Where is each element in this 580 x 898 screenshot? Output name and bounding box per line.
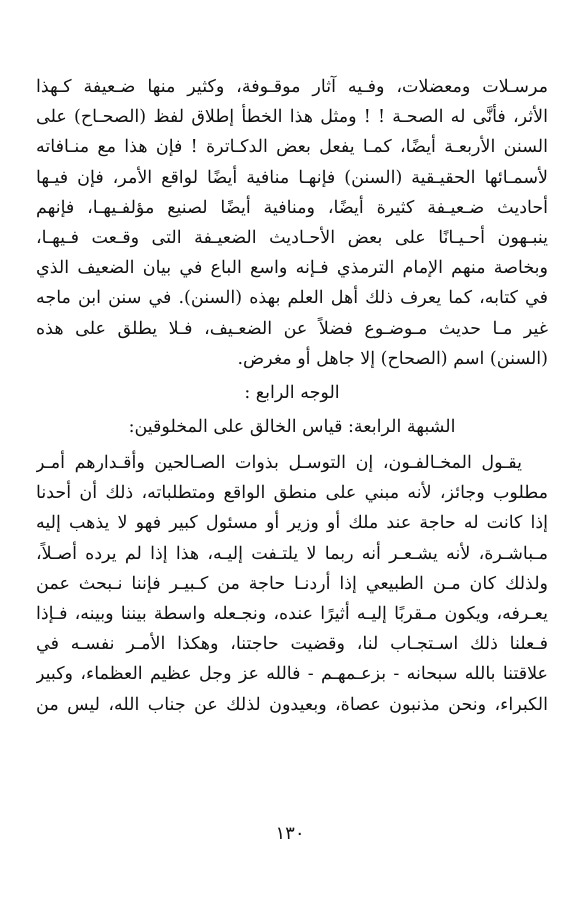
text-line: الأثر، فأنَّى له الصحـة ! ! ومثل هذا الخطأ إطلاق لفظ (الصحـاح) على (36, 107, 548, 128)
text-line: غير مـا حديث مـوضـوع فضلاً عن الضعـيف، فـلا يطلق على هذه (36, 318, 548, 339)
section-subheading: الشبهة الرابعة: قياس الخالق على المخلوقين: (128, 417, 456, 438)
page-number: ١٣٠ (275, 823, 305, 844)
text-line: الكبراء، ونحن مذنبون عصاة، وبعيدون لذلك عن جناب الله، ليس من (36, 694, 548, 715)
text-line: مرسـلات ومعضلات، وفـيه آثار موقـوفة، وكثير منها ضـعيفة كـهذا (36, 77, 548, 97)
text-line: مـباشـرة، لأنه يشـعـر أنه ربما لا يلتـفت إليـه، هذا إذا لم يرده أصـلاً، (36, 543, 548, 564)
paragraph-2 (36, 448, 548, 720)
text-line: في كتابه، كما يعرف ذلك أهل العلم بهذه (السنن). في سنن ابن ماجه (36, 288, 548, 309)
paragraph-1 (36, 72, 548, 374)
text-line: فـعلنا ذلك اسـتجـاب لنا، وقضيت حاجتنا، وهكذا الأمـر نفسـه في (36, 634, 548, 655)
text-line: مطلوب وجائز، لأنه مبني على منطق الواقع ومتطلباته، ذلك أن أحدنا (36, 483, 548, 504)
text-line: وبخاصة منهم الإمام الترمذي فـإنه واسع الباع في بيان الضعيف الذي (36, 258, 548, 279)
text-line: السنن الأربعـة أيضًا، كمـا يفعل بعض الدكـاترة ! فإن هذا مع منـافاته (36, 137, 548, 158)
text-line: ولذلك كان مـن الطبيعي إذا أردنـا حاجة من كـبيـر فإننا نـبحث عمن (36, 573, 548, 594)
text-line: أحاديث ضـعيـفة كثيرة أيضًا، ومنافية أيضًا لصنيع مؤلفـيهـا، فإنهم (36, 197, 548, 218)
page-body (36, 72, 548, 720)
text-line: لأسمـائها الحقيـقية (السنن) فإنهـا منافية أيضًا لواقع الأمر، فإن فيـها (36, 167, 548, 188)
section-heading: الوجه الرابع : (244, 383, 340, 404)
text-line: ينبـهون أحـيـانًا على بعض الأحـاديث الضعيـفة التى وقـعت فـيهـا، (36, 228, 548, 249)
text-line: (السنن) اسم (الصحاح) إلا جاهل أو مغرض. (237, 348, 548, 369)
text-line: يقـول المخـالفـون، إن التوسـل بذوات الصـالحين وأقـدارهم أمـر (36, 453, 522, 474)
text-line: يعـرفه، ويكون مـقربًا إليـه أثيرًا عنده، ونجـعله واسطة بيننا وبينه، فـإذا (36, 604, 548, 625)
text-line: إذا كانت له حاجة عند ملك أو وزير أو مسئول كبير فهو لا يذهب إليه (36, 513, 548, 534)
text-line: علاقتنا بالله سبحانه - بزعـمهـم - فالله عز وجل عظيم العظماء، وكبير (36, 664, 548, 685)
